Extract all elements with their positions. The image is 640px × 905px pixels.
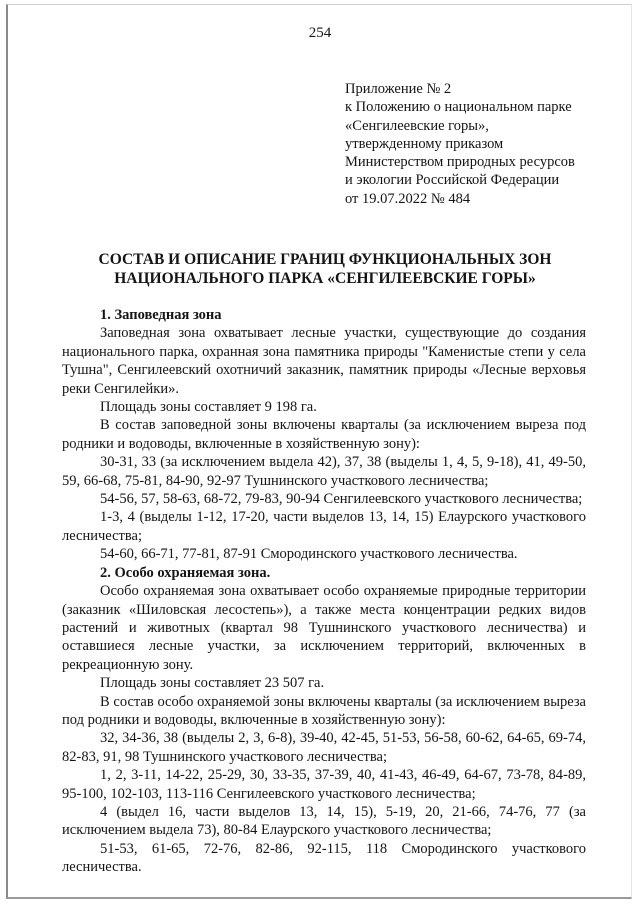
paragraph: Площадь зоны составляет 23 507 га. <box>100 675 325 692</box>
paragraph: 51-53, 61-65, 72-76, 82-86, 92-115, 118 Смородинского участкового лесничества. <box>62 840 586 876</box>
paragraph: В состав особо охраняемой зоны включены кварталы (за исключением выреза под родники и водоводы, включенные в хозяйственную зону): <box>62 693 586 728</box>
appendix-line: Министерством природных ресурсов <box>345 154 575 171</box>
document-title <box>90 250 560 288</box>
paragraph: 54-56, 57, 58-63, 68-72, 79-83, 90-94 Сенгилеевского участкового лесничества; <box>100 491 583 508</box>
zone-heading: 2. Особо охраняемая зона. <box>100 564 271 581</box>
appendix-line: утвержденному приказом <box>345 135 504 152</box>
appendix-line: от 19.07.2022 № 484 <box>345 190 471 207</box>
page-number: 254 <box>308 25 332 41</box>
title-line: СОСТАВ И ОПИСАНИЕ ГРАНИЦ ФУНКЦИОНАЛЬНЫХ ЗОН <box>98 251 552 268</box>
paragraph: 30-31, 33 (за исключением выдела 42), 37, 38 (выделы 1, 4, 5, 9-18), 41, 49-50, 59, 66-68, 75-81, 84-90, 92-97 Тушнинского участкового лесничества; <box>62 454 586 489</box>
appendix-line: и экологии Российской Федерации <box>345 172 560 189</box>
paragraph: Площадь зоны составляет 9 198 га. <box>100 399 317 416</box>
paragraph: Особо охраняемая зона охватывает особо охраняемые природные территории (заказник «Шиловская лесостепь»), а также места концентрации редких видов растений и животных (квартал 98 Тушнинского участкового лесничества) и оставшиеся лесные участки, за исключением территорий, включенных в рекреационную зону. <box>62 583 586 673</box>
appendix-line: к Положению о национальном парке <box>345 99 572 116</box>
paragraph: 4 (выдел 16, части выделов 13, 14, 15), 5-19, 20, 21-66, 74-76, 77 (за исключением выдела 73), 80-84 Елаурского участкового лесничества; <box>62 803 586 839</box>
paragraph: 1, 2, 3-11, 14-22, 25-29, 30, 33-35, 37-39, 40, 41-43, 46-49, 64-67, 73-78, 84-89, 95-100, 102-103, 113-116 Сенгилеевского участкового лесничества; <box>62 767 586 802</box>
document-body <box>62 306 586 877</box>
paragraph: 54-60, 66-71, 77-81, 87-91 Смородинского участкового лесничества. <box>100 546 518 563</box>
paragraph: 32, 34-36, 38 (выделы 2, 3, 6-8), 39-40, 42-45, 51-53, 56-58, 60-62, 64-65, 69-74, 82-83, 91, 98 Тушнинского участкового лесничества; <box>62 730 586 765</box>
appendix-line: Приложение № 2 <box>345 81 452 97</box>
paragraph: Заповедная зона охватывает лесные участки, существующие до создания национального парка, охранная зона памятника природы "Каменистые степи у села Тушна", Сенгилеевский охотничий заказник, памятник природы «Лесные верховья реки Сенгилейки». <box>62 325 586 397</box>
zone-heading: 1. Заповедная зона <box>100 307 222 323</box>
paragraph: В состав заповедной зоны включены кварталы (за исключением выреза под родники и водоводы, включенные в хозяйственную зону): <box>62 417 586 452</box>
paragraph: 1-3, 4 (выделы 1-12, 17-20, части выделов 13, 14, 15) Елаурского участкового лесничества; <box>62 509 586 544</box>
appendix-block <box>345 80 615 208</box>
title-line: НАЦИОНАЛЬНОГО ПАРКА «СЕНГИЛЕЕВСКИЕ ГОРЫ» <box>114 270 536 287</box>
appendix-line: «Сенгилеевские горы», <box>345 117 489 134</box>
